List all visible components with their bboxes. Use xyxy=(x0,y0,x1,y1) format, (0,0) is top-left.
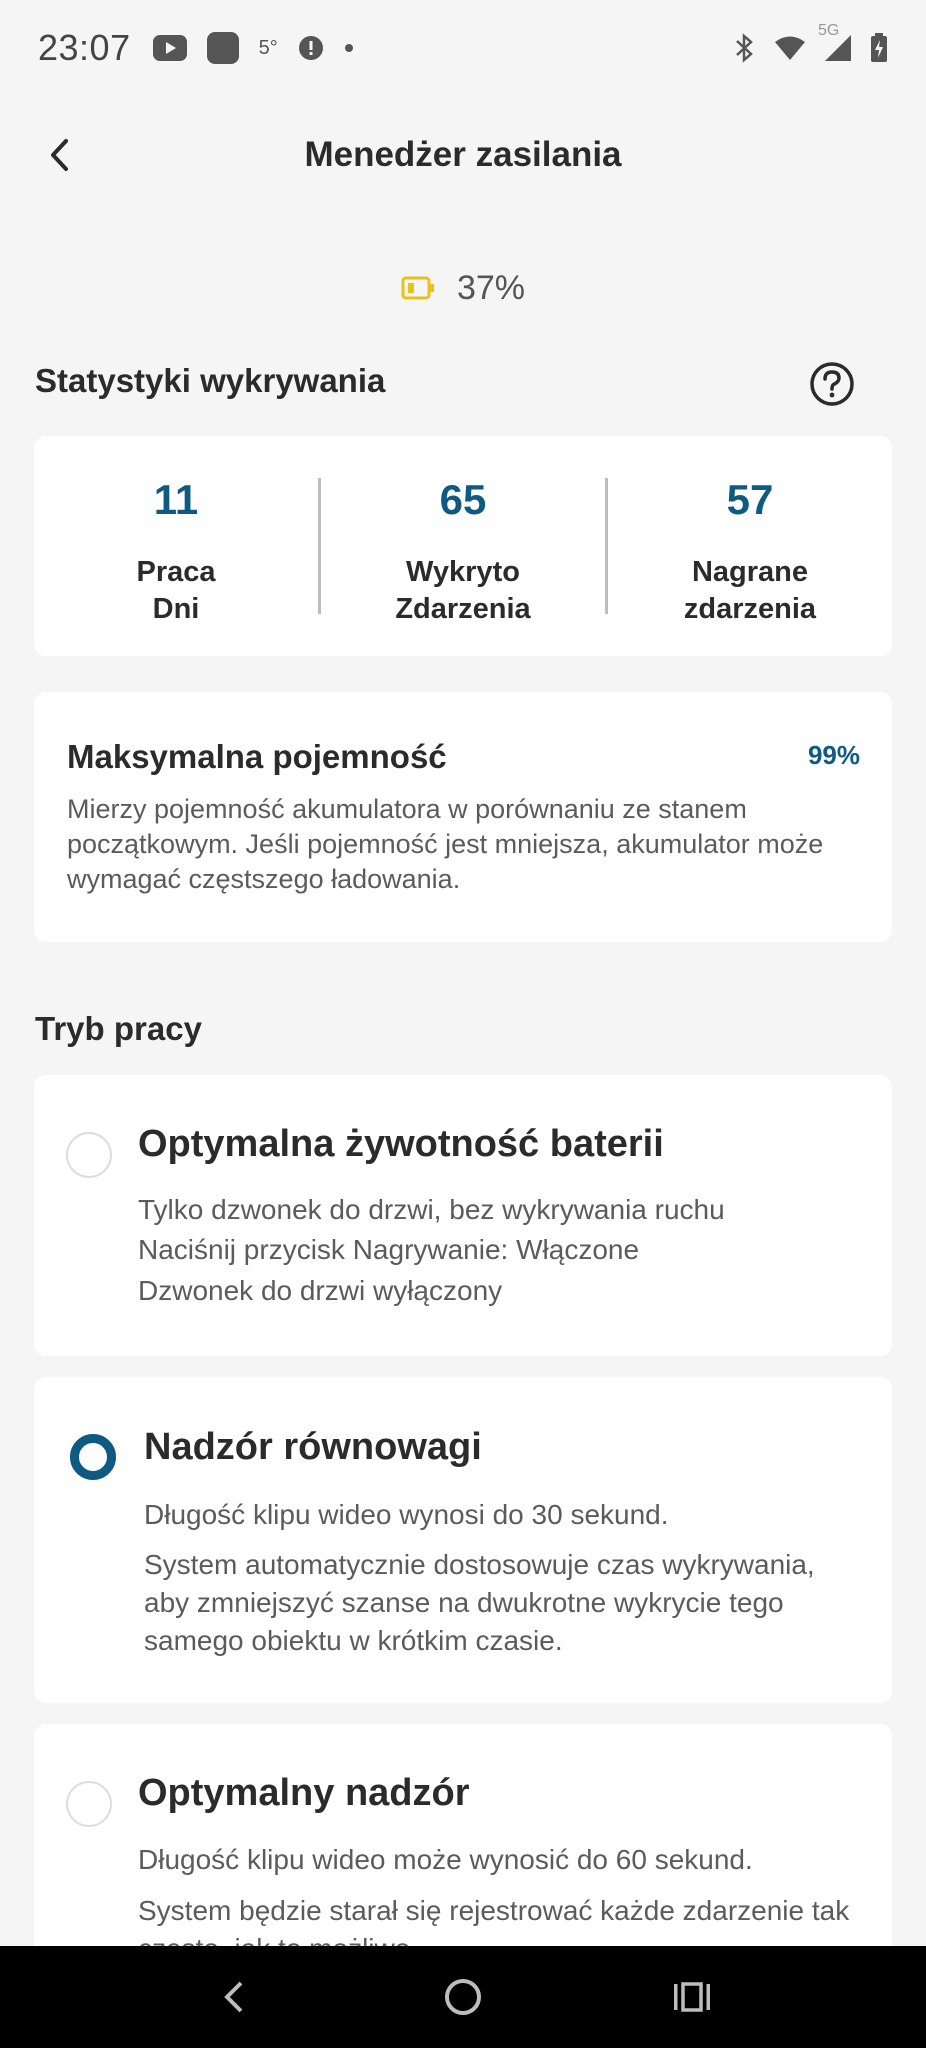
alert-icon xyxy=(298,35,324,61)
stat-recorded-events xyxy=(608,436,892,656)
mode-title: Optymalna żywotność baterii xyxy=(138,1123,664,1165)
mode-line: Naciśnij przycisk Nagrywanie: Włączone xyxy=(138,1234,640,1265)
help-circle-icon xyxy=(809,361,855,407)
status-time: 23:07 xyxy=(38,27,131,68)
status-bar xyxy=(0,0,926,96)
nav-back-button[interactable] xyxy=(194,1957,274,2037)
detection-stats-title: Statystyki wykrywania xyxy=(35,362,386,399)
recents-nav-icon xyxy=(672,1980,712,2014)
header xyxy=(0,110,926,200)
stat-detected-events xyxy=(321,436,605,656)
work-mode-title: Tryb pracy xyxy=(35,1010,202,1047)
mode-title: Nadzór równowagi xyxy=(144,1426,482,1468)
mode-title: Optymalny nadzór xyxy=(138,1772,470,1814)
capacity-card xyxy=(34,692,892,942)
capacity-header xyxy=(67,738,860,776)
bluetooth-icon xyxy=(734,33,756,63)
back-button[interactable] xyxy=(30,124,92,186)
network-type: 5G xyxy=(818,22,840,39)
stat-value: 65 xyxy=(439,476,487,523)
capacity-description: Mierzy pojemność akumulatora w porównaniu ze stanem początkowym. Jeśli pojemność jest mniejsza, akumulator może wymagać częstszego ładowania. xyxy=(67,794,824,894)
capacity-title: Maksymalna pojemność xyxy=(67,738,447,775)
stat-label: Praca Dni xyxy=(136,556,216,625)
mode-line: System będzie starał się rejestrować każde zdarzenie tak xyxy=(138,1895,850,1926)
radio-battery-life[interactable] xyxy=(66,1132,112,1178)
stat-value: 11 xyxy=(153,476,199,523)
signal-icon xyxy=(818,22,852,62)
stat-label: Wykryto Zdarzenia xyxy=(395,556,531,625)
nav-recents-button[interactable] xyxy=(652,1957,732,2037)
battery-level xyxy=(0,262,926,314)
battery-status-icon xyxy=(870,33,888,63)
page-title: Menedżer zasilania xyxy=(304,135,622,174)
nav-home-button[interactable] xyxy=(423,1957,503,2037)
back-nav-icon xyxy=(219,1977,249,2017)
capacity-value: 99% xyxy=(807,740,860,770)
radio-balance[interactable] xyxy=(70,1434,116,1480)
mode-option-balance[interactable] xyxy=(34,1377,892,1703)
chevron-left-icon xyxy=(46,137,76,173)
help-button[interactable] xyxy=(808,360,856,408)
stat-value: 57 xyxy=(726,476,774,523)
home-nav-icon xyxy=(443,1977,483,2017)
mode-line: System automatycznie dostosowuje czas wykrywania, aby zmniejszyć szanse na dwukrotne wykrycie tego samego obiektu w krótkim czasie. xyxy=(144,1549,815,1656)
battery-percent: 37% xyxy=(456,268,526,307)
mode-line: Długość klipu wideo może wynosić do 60 sekund. xyxy=(138,1844,753,1875)
mode-line: Długość klipu wideo wynosi do 30 sekund. xyxy=(144,1499,669,1530)
dot-icon xyxy=(344,43,354,53)
mode-option-battery-life[interactable] xyxy=(34,1075,892,1356)
stat-label: Nagrane zdarzenia xyxy=(683,556,817,625)
system-nav-bar xyxy=(0,1946,926,2048)
status-right-icons xyxy=(734,22,888,63)
detection-stats-card xyxy=(34,436,892,656)
status-left-icons xyxy=(153,32,354,64)
battery-low-icon xyxy=(401,276,435,300)
app-icon xyxy=(207,32,239,64)
youtube-icon xyxy=(153,35,187,61)
temperature-icon: 5° xyxy=(258,36,278,59)
mode-line: Dzwonek do drzwi wyłączony xyxy=(138,1275,503,1306)
radio-optimal-surveillance[interactable] xyxy=(66,1781,112,1827)
stat-working-days xyxy=(34,436,318,656)
mode-line: Tylko dzwonek do drzwi, bez wykrywania ruchu xyxy=(138,1194,725,1225)
wifi-icon xyxy=(774,35,806,61)
